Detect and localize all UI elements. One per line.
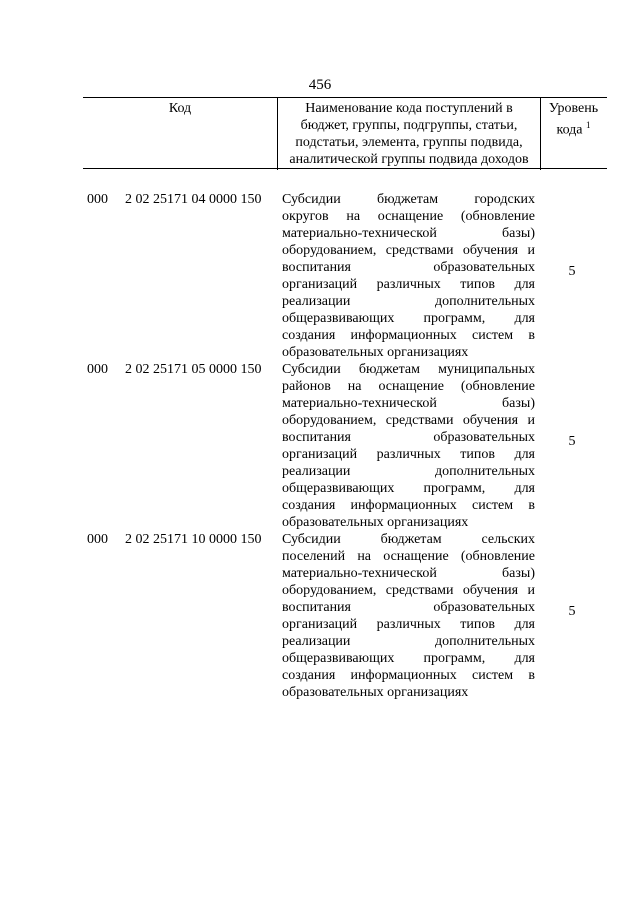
header-code: Код [168,101,192,116]
name-line: реализации дополнительных [282,294,535,309]
revenue-name [282,361,535,531]
name-line: организаций различных типов для [282,447,535,462]
table-header [83,97,607,169]
revenue-name [282,191,535,361]
name-line: материально-технической базы) [282,566,535,581]
header-name [277,98,541,170]
name-line: поселений на оснащение (обновление [282,549,535,564]
code-level: 5 [568,604,576,619]
name-line: оборудованием, средствами обучения и [282,243,535,258]
admin-code: 000 [87,192,108,207]
name-line: создания информационных систем в [282,498,535,513]
revenue-code: 2 02 25171 10 0000 150 [125,532,262,547]
admin-code: 000 [87,532,108,547]
name-line: общеразвивающих программ, для [282,481,535,496]
header-name-line: бюджет, группы, подгруппы, статьи, [300,118,518,133]
revenue-name [282,531,535,701]
name-line: образовательных организациях [282,515,469,530]
name-line: округов на оснащение (обновление [282,209,535,224]
name-line: воспитания образовательных [282,430,535,445]
header-level-text: кода [556,122,583,138]
revenue-code: 2 02 25171 05 0000 150 [125,362,262,377]
header-name-line: аналитической группы подвида доходов [289,152,529,167]
name-line: организаций различных типов для [282,277,535,292]
name-line: воспитания образовательных [282,260,535,275]
page-number: 456 [308,77,332,93]
name-line: образовательных организациях [282,345,469,360]
name-line: оборудованием, средствами обучения и [282,413,535,428]
name-line: материально-технической базы) [282,396,535,411]
name-line: Субсидии бюджетам муниципальных [282,362,535,377]
header-level [540,98,607,170]
header-name-line: подстатьи, элемента, группы подвида, [295,135,523,150]
code-level: 5 [568,264,576,279]
name-line: материально-технической базы) [282,226,535,241]
admin-code: 000 [87,362,108,377]
name-line: районов на оснащение (обновление [282,379,535,394]
name-line: создания информационных систем в [282,328,535,343]
code-level: 5 [568,434,576,449]
name-line: общеразвивающих программ, для [282,311,535,326]
header-level-line: Уровень [548,101,599,116]
name-line: общеразвивающих программ, для [282,651,535,666]
footnote-marker: 1 [586,120,591,130]
name-line: реализации дополнительных [282,464,535,479]
header-level-line [540,117,607,139]
name-line: реализации дополнительных [282,634,535,649]
name-line: Субсидии бюджетам городских [282,192,535,207]
header-name-line: Наименование кода поступлений в [305,101,513,116]
name-line: образовательных организациях [282,685,469,700]
name-line: оборудованием, средствами обучения и [282,583,535,598]
name-line: Субсидии бюджетам сельских [282,532,535,547]
name-line: организаций различных типов для [282,617,535,632]
revenue-code: 2 02 25171 04 0000 150 [125,192,262,207]
name-line: создания информационных систем в [282,668,535,683]
name-line: воспитания образовательных [282,600,535,615]
